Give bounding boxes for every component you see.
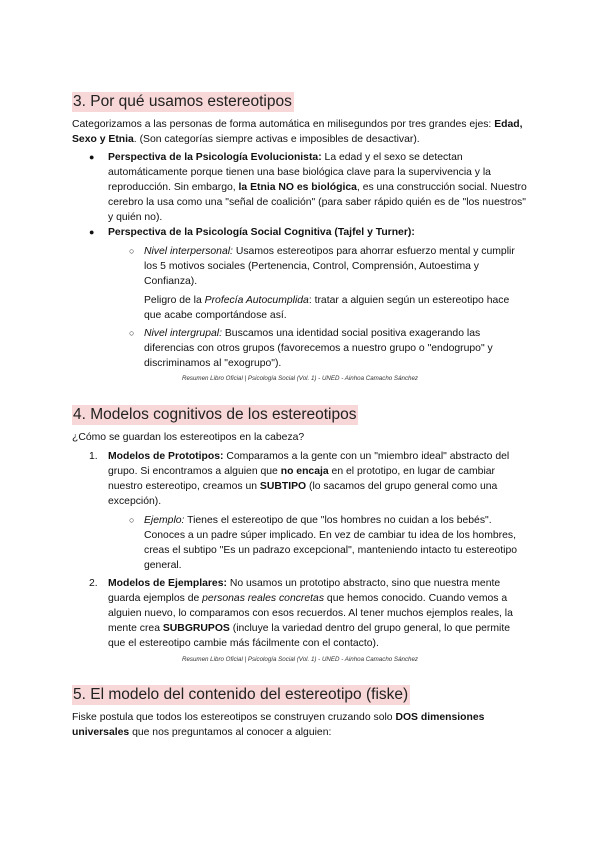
list-item — [72, 150, 528, 225]
item-title: Perspectiva de la Psicología Evolucionista: — [108, 152, 322, 163]
section-4-heading: 4. Modelos cognitivos de los estereotipos — [73, 406, 357, 423]
sub-item-text: Buscamos una identidad social positiva exagerando las diferencias con otros grupos (favorecemos a nuestro grupo o "endogrupo" y discriminamos al "exogrupo"). — [144, 328, 493, 369]
list-item — [72, 326, 528, 371]
italic-term: Profecía Autocumplida — [204, 295, 309, 306]
section-5-heading: 5. El modelo del contenido del estereotipo (fiske) — [73, 686, 409, 703]
footer-caption: Resumen Libro Oficial | Psicología Social (Vol. 1) - UNED - Ainhoa Camacho Sánchez — [181, 656, 419, 663]
item-text: La edad y el sexo se detectan automáticamente porque tienen una base biológica clave para la supervivencia y la reproducción. Sin embargo, — [108, 152, 491, 193]
circle-bullet-icon: ○ — [129, 328, 135, 338]
sub-item-title: Nivel interpersonal: — [144, 246, 233, 257]
bullet-icon: ● — [89, 227, 95, 237]
item-title: Modelos de Ejemplares: — [108, 578, 227, 589]
intro-text-end: . (Son categorías siempre activas e imposibles de desactivar). — [133, 134, 420, 145]
sub-item-continuation: Peligro de la Profecía Autocumplida: tratar a alguien según un estereotipo hace que acabe comportándose así. — [144, 295, 510, 321]
list-item — [72, 244, 528, 289]
list-item: 1. Modelos de Prototipos: Comparamos a la gente con un "miembro ideal" abstracto del grupo. Si encontramos a alguien que no encaja en el prototipo, en lugar de cambiar nuestro estereotipo, creamos un SUBTIPO (lo sacamos del grupo general como una excepción). — [89, 451, 510, 507]
sub-item-text: Usamos estereotipos para ahorrar esfuerzo mental y cumplir los 5 motivos sociales (Pertenencia, Control, Comprensión, Autoestima y Confianza). — [144, 246, 515, 287]
section-5-intro: Fiske postula que todos los estereotipos se construyen cruzando solo DOS dimensiones universales que nos preguntamos al conocer a alguien: — [72, 712, 485, 738]
list-item: ○ Ejemplo: Tienes el estereotipo de que "los hombres no cuidan a los bebés". Conoces a un padre súper implicado. En vez de cambiar tu idea de los hombres, creas el subtipo "Es un padrazo excepcional", manteniendo intacto tu estereotipo general. — [129, 515, 518, 571]
circle-bullet-icon: ○ — [129, 515, 135, 525]
section-3-heading: 3. Por qué usamos estereotipos — [73, 93, 292, 110]
footer-caption: Resumen Libro Oficial | Psicología Social (Vol. 1) - UNED - Ainhoa Camacho Sánchez — [181, 375, 419, 382]
bullet-icon: ● — [89, 152, 95, 162]
sub-item-title: Nivel intergrupal: — [144, 328, 222, 339]
section-3-intro — [72, 117, 528, 147]
section-4-intro: ¿Cómo se guardan los estereotipos en la cabeza? — [72, 432, 305, 443]
item-title: Modelos de Prototipos: — [108, 451, 224, 462]
list-number: 2. — [89, 578, 98, 589]
list-item: 2. Modelos de Ejemplares: No usamos un prototipo abstracto, sino que nuestra mente guarda ejemplos de personas reales concretas que hemos conocido. Cuando vemos a alguien nuevo, lo comparamos con esos recuerdos. Al tener muchos ejemplos reales, la mente crea SUBGRUPOS (incluye la variedad dentro del grupo general, lo que permite que el estereotipo cambie más fácilmente con el contacto). — [89, 578, 513, 649]
sub-item-title: Ejemplo: — [144, 515, 185, 526]
item-bold: la Etnia NO es biológica — [238, 182, 357, 193]
list-number: 1. — [89, 451, 98, 462]
intro-bold: Edad, Sexo y Etnia — [72, 119, 523, 145]
item-text-end: , es una construcción social. Nuestro cerebro la usa como una "señal de coalición" (para saber rápido quién es de "los nuestros" y quién no). — [108, 182, 527, 223]
item-title: Perspectiva de la Psicología Social Cognitiva (Tajfel y Turner): — [108, 227, 415, 238]
intro-text: Categorizamos a las personas de forma automática en milisegundos por tres grandes ejes: — [72, 119, 495, 130]
list-item — [72, 225, 528, 240]
circle-bullet-icon: ○ — [129, 246, 135, 256]
